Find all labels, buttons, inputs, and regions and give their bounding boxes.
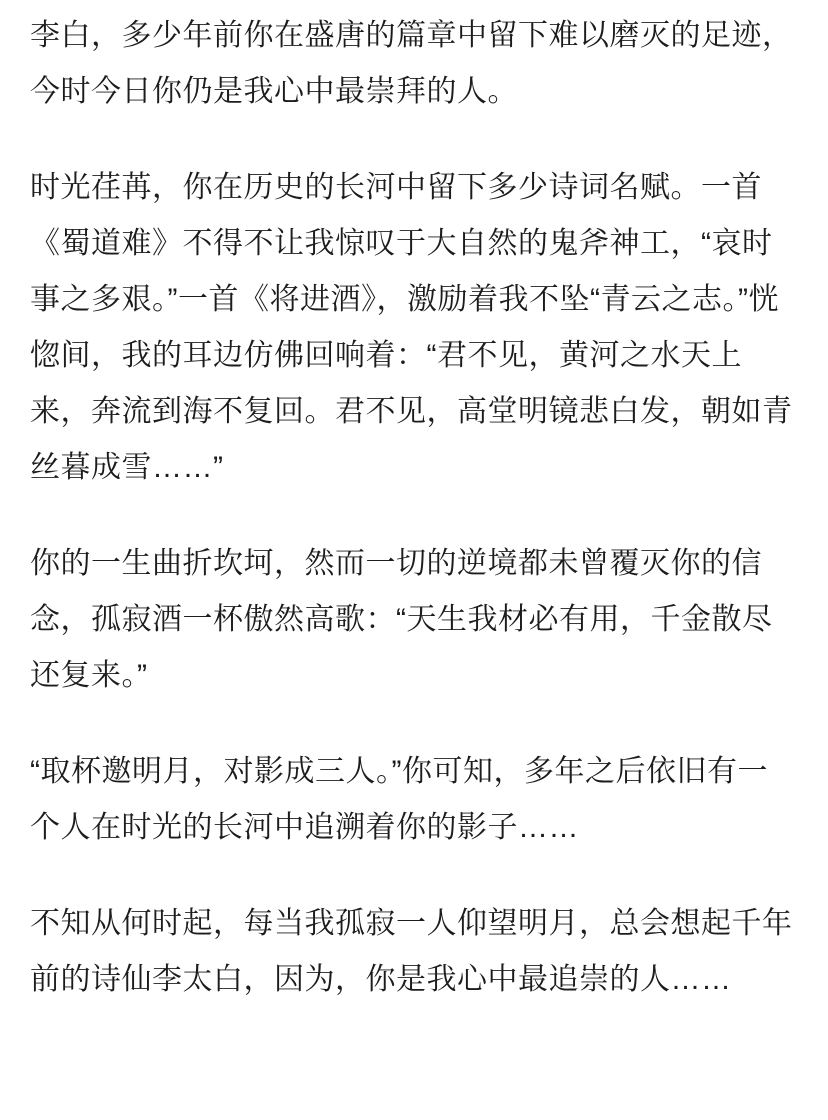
paragraph: “取杯邀明月，对影成三人。”你可知，多年之后依旧有一个人在时光的长河中追溯着你的影子…… [30,755,768,844]
paragraph: 时光荏苒，你在历史的长河中留下多少诗词名赋。一首《蜀道难》不得不让我惊叹于大自然的鬼斧神工，“哀时事之多艰。”一首《将进酒》，激励着我不坠“青云之志。”恍惚间，我的耳边仿佛回响着：“君不见，黄河之水天上来，奔流到海不复回。君不见，高堂明镜悲白发，朝如青丝暮成雪……” [30,171,793,484]
paragraph: 不知从何时起，每当我孤寂一人仰望明月，总会想起千年前的诗仙李太白，因为，你是我心中最追崇的人…… [30,907,793,996]
paragraph: 李白，多少年前你在盛唐的篇章中留下难以磨灭的足迹，今时今日你仍是我心中最崇拜的人。 [30,19,793,108]
paragraph: 你的一生曲折坎坷，然而一切的逆境都未曾覆灭你的信念，孤寂酒一杯傲然高歌：“天生我材必有用，千金散尽还复来。” [30,547,773,692]
